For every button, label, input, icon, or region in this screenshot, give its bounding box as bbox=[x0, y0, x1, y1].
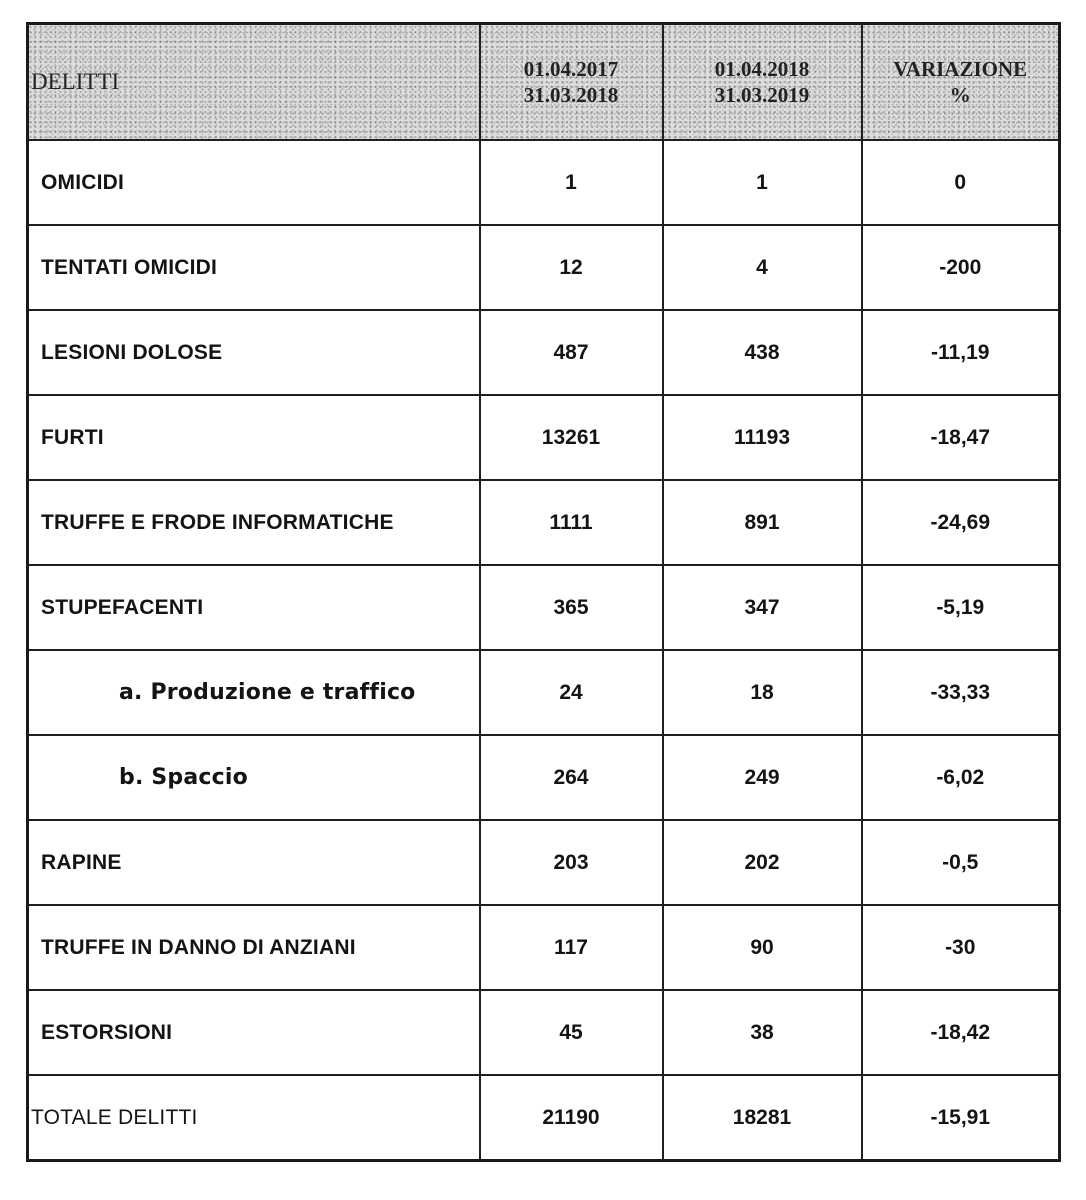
table-row bbox=[28, 735, 1060, 820]
value-2017-2018: 13261 bbox=[480, 395, 663, 480]
variation-percent: -18,47 bbox=[862, 395, 1060, 480]
value-2018-2019: 438 bbox=[663, 310, 862, 395]
table-row bbox=[28, 905, 1060, 990]
value-2018-2019: 1 bbox=[663, 140, 862, 225]
header-period-2017-2018 bbox=[480, 24, 663, 141]
row-label: ESTORSIONI bbox=[28, 990, 480, 1075]
header-delitti: DELITTI bbox=[28, 24, 480, 141]
value-2017-2018: 264 bbox=[480, 735, 663, 820]
value-2017-2018: 45 bbox=[480, 990, 663, 1075]
row-label: TRUFFE IN DANNO DI ANZIANI bbox=[28, 905, 480, 990]
value-2018-2019: 347 bbox=[663, 565, 862, 650]
total-label: TOTALE DELITTI bbox=[28, 1075, 480, 1161]
variation-percent: -33,33 bbox=[862, 650, 1060, 735]
header-period-2018-2019 bbox=[663, 24, 862, 141]
header-period1-end: 31.03.2018 bbox=[523, 83, 619, 107]
row-label: a. Produzione e traffico bbox=[28, 650, 480, 735]
header-period2-end: 31.03.2019 bbox=[714, 83, 810, 107]
variation-percent: 0 bbox=[862, 140, 1060, 225]
table-row bbox=[28, 565, 1060, 650]
header-variazione-label: VARIAZIONE bbox=[893, 57, 1028, 81]
variation-percent: -24,69 bbox=[862, 480, 1060, 565]
row-label: b. Spaccio bbox=[28, 735, 480, 820]
value-2018-2019: 11193 bbox=[663, 395, 862, 480]
value-2018-2019: 891 bbox=[663, 480, 862, 565]
table-row bbox=[28, 310, 1060, 395]
value-2017-2018: 12 bbox=[480, 225, 663, 310]
value-2018-2019: 38 bbox=[663, 990, 862, 1075]
row-label: STUPEFACENTI bbox=[28, 565, 480, 650]
total-variation-percent: -15,91 bbox=[862, 1075, 1060, 1161]
row-label: LESIONI DOLOSE bbox=[28, 310, 480, 395]
table-row bbox=[28, 990, 1060, 1075]
total-row bbox=[28, 1075, 1060, 1161]
value-2018-2019: 249 bbox=[663, 735, 862, 820]
header-period1-start: 01.04.2017 bbox=[523, 57, 619, 81]
variation-percent: -6,02 bbox=[862, 735, 1060, 820]
row-label: TENTATI OMICIDI bbox=[28, 225, 480, 310]
table-row bbox=[28, 650, 1060, 735]
value-2017-2018: 365 bbox=[480, 565, 663, 650]
table-row bbox=[28, 820, 1060, 905]
table-row bbox=[28, 140, 1060, 225]
variation-percent: -11,19 bbox=[862, 310, 1060, 395]
table-header bbox=[28, 24, 1060, 141]
value-2018-2019: 90 bbox=[663, 905, 862, 990]
variation-percent: -30 bbox=[862, 905, 1060, 990]
table-row bbox=[28, 480, 1060, 565]
total-2017-2018: 21190 bbox=[480, 1075, 663, 1161]
table-body bbox=[28, 140, 1060, 1161]
value-2017-2018: 1111 bbox=[480, 480, 663, 565]
value-2017-2018: 1 bbox=[480, 140, 663, 225]
total-2018-2019: 18281 bbox=[663, 1075, 862, 1161]
row-label: RAPINE bbox=[28, 820, 480, 905]
table-row bbox=[28, 395, 1060, 480]
header-row bbox=[28, 24, 1060, 141]
table-row bbox=[28, 225, 1060, 310]
header-period2-start: 01.04.2018 bbox=[714, 57, 810, 81]
variation-percent: -5,19 bbox=[862, 565, 1060, 650]
row-label: TRUFFE E FRODE INFORMATICHE bbox=[28, 480, 480, 565]
value-2017-2018: 203 bbox=[480, 820, 663, 905]
row-label: OMICIDI bbox=[28, 140, 480, 225]
crime-statistics-table bbox=[26, 22, 1061, 1162]
header-variazione bbox=[862, 24, 1060, 141]
value-2017-2018: 487 bbox=[480, 310, 663, 395]
value-2018-2019: 202 bbox=[663, 820, 862, 905]
row-label: FURTI bbox=[28, 395, 480, 480]
header-variazione-unit: % bbox=[949, 83, 971, 107]
variation-percent: -18,42 bbox=[862, 990, 1060, 1075]
variation-percent: -0,5 bbox=[862, 820, 1060, 905]
value-2018-2019: 18 bbox=[663, 650, 862, 735]
value-2017-2018: 24 bbox=[480, 650, 663, 735]
value-2018-2019: 4 bbox=[663, 225, 862, 310]
value-2017-2018: 117 bbox=[480, 905, 663, 990]
variation-percent: -200 bbox=[862, 225, 1060, 310]
